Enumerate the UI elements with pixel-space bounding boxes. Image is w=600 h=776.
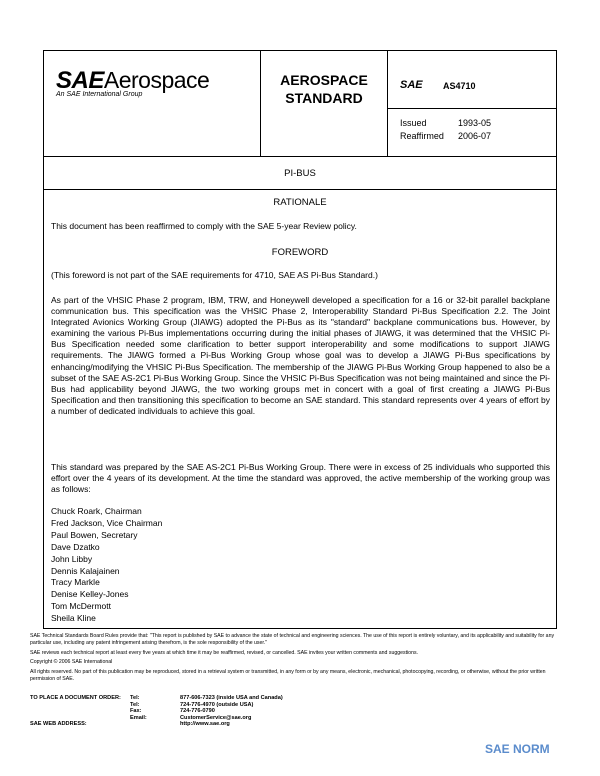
email-link[interactable]: CustomerService@sae.org bbox=[180, 714, 252, 721]
doc-title: PI-BUS bbox=[284, 168, 316, 179]
standard-title: AEROSPACE STANDARD bbox=[280, 72, 368, 106]
fax-number: 724-776-0790 bbox=[180, 708, 215, 715]
list-item: Dave Dzatko bbox=[51, 541, 100, 552]
header-row bbox=[44, 51, 556, 157]
tel-intl: 724-776-4970 (outside USA) bbox=[180, 701, 254, 708]
doc-number-box bbox=[388, 51, 556, 109]
foreword-para1: As part of the VHSIC Phase 2 program, IBM, TRW, and Honeywell developed a specification for a 16 or 32-bit parallel backplane communication bus. This specification was the VHSIC Phase 2, Interoperability Standard Pi-Bus Specification 2.2. The Joint Integrated Avionics Working Group (JIAWG) adopted the Pi-Bus as its "standard" backplane communications bus. However, by examining the various Pi-Bus implementations occurring during the initial phases of JIAWG, it was determined that the VHSIC Pi-Bus Specification needed some clarification to better support interoperability and some modifications to support JIAWG requirements. The JIAWG formed a Pi-Bus Working Group whose goal was to develop a JIAWG Pi-Bus specifications by enhancing/modifying the VHSIC Pi-Bus Specification. The membership of the JIAWG Pi-Bus Working Group happened to also be a subset of the SAE AS-2C1 Pi-Bus Working Group. Since the VHSIC Pi-Bus Specification was not being maintained and since the Pi-Bus had applicability beyond JIAWG, the two working groups met in concert with a goal of first creating a JIAWG Pi-Bus Specification and then transitioning this specification to become an SAE standard. This standard represents over 4 years of effort by a number of dedicated individuals to achieve this goal. bbox=[51, 295, 550, 416]
doc-title-row bbox=[44, 156, 556, 190]
document-frame bbox=[43, 50, 557, 629]
dates-block: Issued 1993-05 Reaffirmed 2006-07 bbox=[400, 118, 492, 141]
member-list bbox=[51, 506, 162, 625]
doc-number: AS4710 bbox=[443, 81, 476, 91]
list-item: Chuck Roark, Chairman bbox=[51, 506, 142, 516]
order-info: TO PLACE A DOCUMENT ORDER: Tel: 877-606-7323 (inside USA and Canada) Tel: 724-776-4970 (outside USA) Fax: 724-776-0790 Email: CustomerService@sae.org SAE WEB ADDRESS: http://www.sae.org bbox=[30, 695, 283, 728]
title-cell bbox=[261, 51, 388, 156]
foreword-note: (This foreword is not part of the SAE requirements for 4710, SAE AS Pi-Bus Standard.) bbox=[51, 270, 378, 280]
footer-notices bbox=[30, 633, 570, 685]
tel-usa: 877-606-7323 (inside USA and Canada) bbox=[180, 695, 283, 701]
list-item: Denise Kelley-Jones bbox=[51, 589, 129, 600]
foreword-para2: This standard was prepared by the SAE AS-2C1 Pi-Bus Working Group. There were in excess of 25 individuals who supported this effort over the 4 years of its development. At the time the standard was approved, the active membership of the working group was as follows: bbox=[51, 462, 550, 495]
copyright: Copyright © 2006 SAE International bbox=[30, 659, 113, 666]
logo-cell bbox=[44, 51, 261, 156]
reaffirmed-date: 2006-07 bbox=[458, 131, 492, 141]
review-notice: SAE reviews each technical report at least every five years at which time it may be reaffirmed, revised, or cancelled. SAE invites your written comments and suggestions. bbox=[30, 649, 418, 656]
rationale-text: This document has been reaffirmed to comply with the SAE 5-year Review policy. bbox=[51, 221, 357, 231]
sae-aerospace-logo: SAEAerospace bbox=[56, 67, 210, 94]
board-rules: SAE Technical Standards Board Rules provide that: "This report is published by SAE to advance the state of technical and engineering sciences. The use of this report is entirely voluntary, and its applicability and suitability for any particular use, including any patent infringement arising therefrom, is the sole responsibility of the user." bbox=[30, 633, 555, 647]
list-item: John Libby bbox=[51, 553, 93, 564]
doc-info-cell bbox=[388, 51, 556, 156]
web-link[interactable]: http://www.sae.org bbox=[180, 721, 230, 728]
list-item: Tracy Markle bbox=[51, 577, 100, 588]
list-item: Fred Jackson, Vice Chairman bbox=[51, 517, 163, 528]
sae-norm-badge: SAE NORM bbox=[485, 742, 550, 756]
logo-subtitle: An SAE International Group bbox=[56, 91, 143, 98]
list-item: Tom McDermott bbox=[51, 601, 111, 612]
list-item: Paul Bowen, Secretary bbox=[51, 529, 138, 540]
rights-notice: All rights reserved. No part of this publication may be reproduced, stored in a retrieval system or transmitted, in any form or by any means, electronic, mechanical, photocopying, recording, or otherwise, without the prior written permission of SAE. bbox=[30, 668, 546, 683]
list-item: Dennis Kalajainen bbox=[51, 565, 120, 576]
issued-date: 1993-05 bbox=[458, 118, 492, 128]
foreword-heading: FOREWORD bbox=[271, 247, 329, 258]
sae-mini-logo: SAE bbox=[400, 79, 423, 91]
list-item: Sheila Kline bbox=[51, 613, 96, 624]
rationale-heading: RATIONALE bbox=[273, 197, 327, 208]
